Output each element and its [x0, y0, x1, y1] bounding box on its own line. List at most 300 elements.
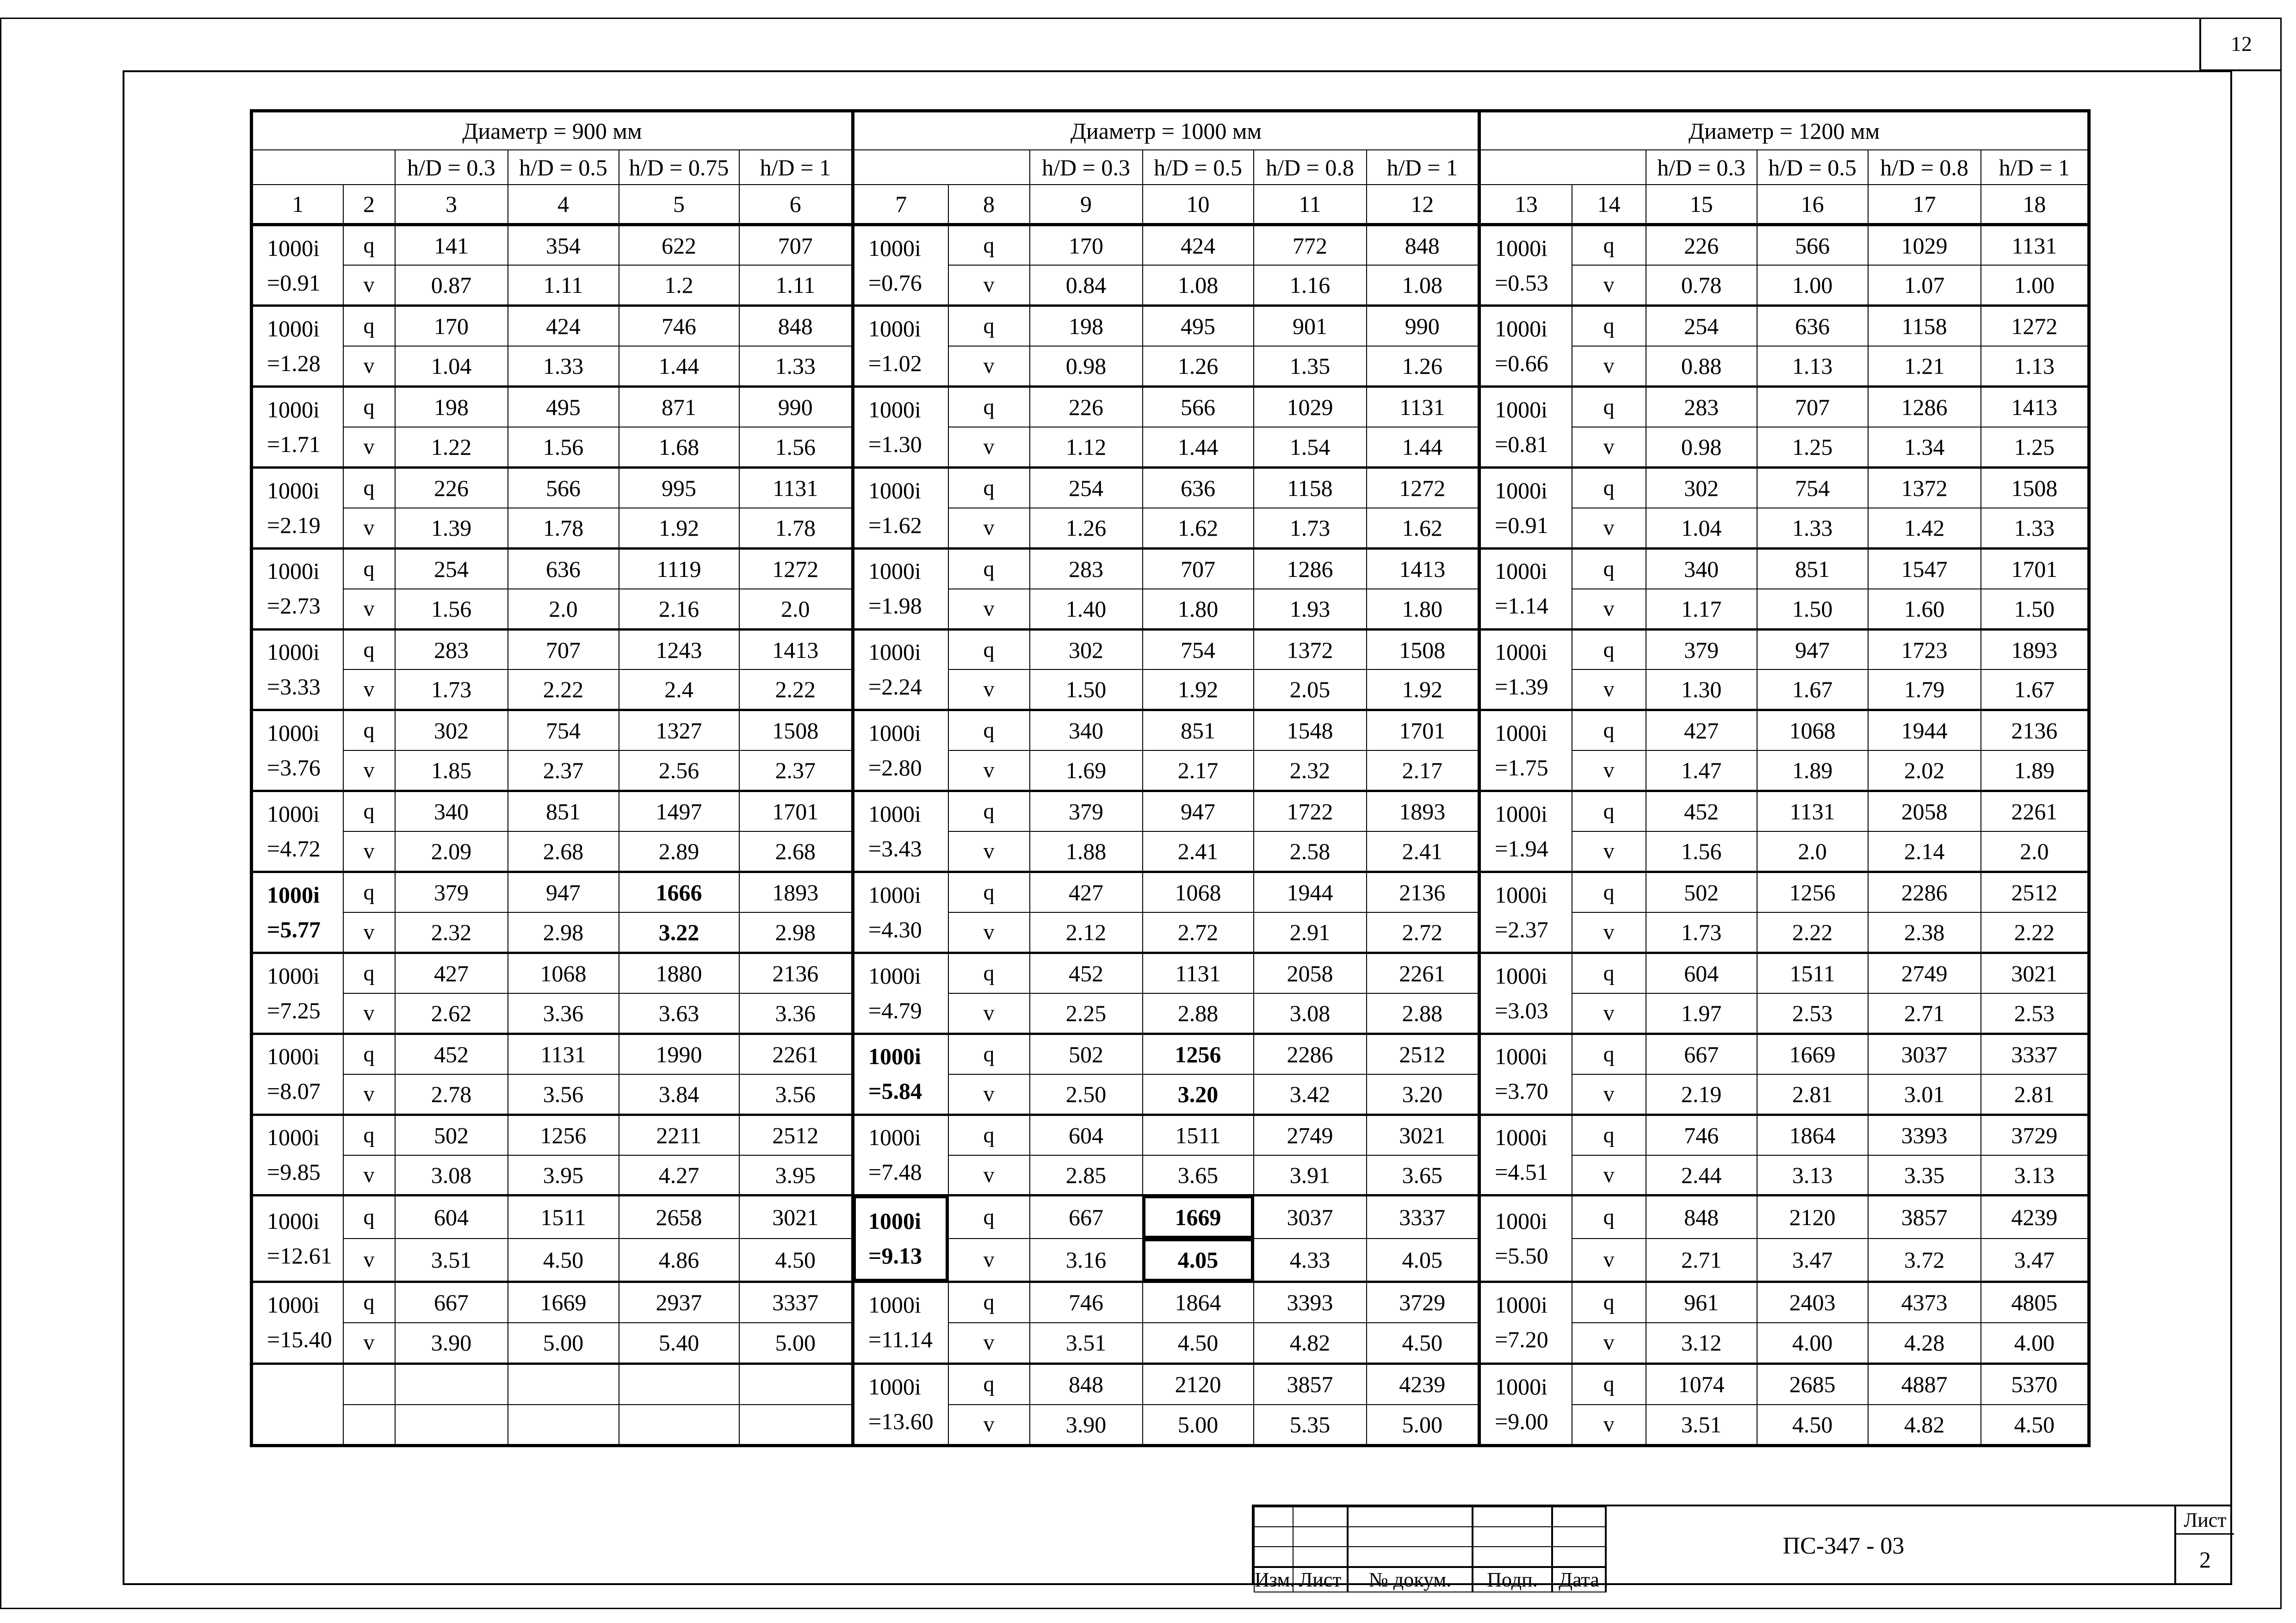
flow-value: 1272: [1367, 467, 1479, 508]
slope-label: [252, 953, 343, 1034]
flow-symbol: q: [1572, 387, 1646, 427]
column-number: 8: [948, 185, 1030, 225]
slope-label: [1479, 467, 1572, 548]
velocity-value: 2.32: [395, 912, 508, 953]
flow-value: 1256: [508, 1115, 619, 1155]
flow-value: 254: [395, 548, 508, 588]
velocity-symbol: v: [343, 508, 395, 548]
flow-value: 1511: [508, 1196, 619, 1239]
flow-value: 1508: [739, 710, 853, 750]
velocity-value: 1.47: [1646, 750, 1757, 791]
flow-value: 141: [395, 225, 508, 265]
flow-value: 667: [1646, 1034, 1757, 1074]
velocity-value: 3.84: [619, 1074, 739, 1115]
flow-value: 2211: [619, 1115, 739, 1155]
velocity-value: 0.78: [1646, 265, 1757, 305]
flow-symbol: q: [948, 1363, 1030, 1405]
velocity-value: 1.13: [1981, 346, 2089, 386]
slope-label: [1479, 710, 1572, 791]
flow-value: 1243: [619, 629, 739, 669]
flow-value: 1944: [1254, 872, 1367, 912]
slope-label: [252, 1034, 343, 1115]
velocity-value: 2.19: [1646, 1074, 1757, 1115]
flow-value: 1864: [1757, 1115, 1868, 1155]
group-title: Диаметр = 900 мм: [252, 111, 853, 150]
flow-value: 1413: [1367, 548, 1479, 588]
velocity-value: 2.62: [395, 993, 508, 1034]
velocity-value: 3.47: [1757, 1239, 1868, 1282]
velocity-value: 4.50: [1757, 1405, 1868, 1446]
flow-value: 427: [1646, 710, 1757, 750]
hd-blank: [252, 150, 395, 185]
flow-value: 995: [619, 467, 739, 508]
flow-value: 3021: [1367, 1115, 1479, 1155]
column-number: 5: [619, 185, 739, 225]
document-code: ПС-347 - 03: [1782, 1532, 1905, 1559]
flow-value: 636: [508, 548, 619, 588]
velocity-value: 0.88: [1646, 346, 1757, 386]
flow-value: 947: [1143, 791, 1254, 831]
velocity-value: 3.90: [1030, 1405, 1143, 1446]
flow-symbol: q: [1572, 548, 1646, 588]
flow-value: 4887: [1868, 1363, 1981, 1405]
velocity-value: 1.50: [1030, 669, 1143, 710]
velocity-symbol: v: [343, 1074, 395, 1115]
flow-value: 851: [1143, 710, 1254, 750]
slope-prefix: 1000i: [868, 962, 921, 989]
velocity-value: 1.44: [1143, 427, 1254, 467]
flow-value: 754: [508, 710, 619, 750]
hd-label: h/D = 0.75: [619, 150, 739, 185]
velocity-value: 4.82: [1868, 1405, 1981, 1446]
column-number: 10: [1143, 185, 1254, 225]
slope-prefix: 1000i: [267, 235, 320, 261]
velocity-value: 2.32: [1254, 750, 1367, 791]
slope-prefix: 1000i: [1495, 315, 1547, 341]
velocity-symbol: v: [1572, 993, 1646, 1034]
flow-symbol: q: [1572, 1196, 1646, 1239]
velocity-value: 1.08: [1143, 265, 1254, 305]
velocity-value: 2.58: [1254, 831, 1367, 872]
slope-label: [252, 548, 343, 629]
velocity-value: 5.00: [1367, 1405, 1479, 1446]
slope-label: [853, 629, 948, 710]
slope-prefix: 1000i: [1495, 477, 1547, 503]
slope-value: =11.14: [868, 1326, 933, 1353]
slope-label: [252, 629, 343, 710]
slope-label: [1479, 629, 1572, 710]
slope-label: [252, 710, 343, 791]
velocity-symbol: v: [343, 589, 395, 629]
velocity-value: 1.50: [1981, 589, 2089, 629]
velocity-value: 3.65: [1367, 1155, 1479, 1196]
hdr-date: Дата: [1552, 1567, 1606, 1592]
hd-label: h/D = 1: [1981, 150, 2089, 185]
hd-label: h/D = 0.5: [508, 150, 619, 185]
slope-prefix: 1000i: [868, 1292, 921, 1318]
velocity-symbol: v: [343, 669, 395, 710]
velocity-symbol: v: [948, 1323, 1030, 1364]
hydraulic-table: [250, 109, 2091, 1447]
flow-value: 226: [395, 467, 508, 508]
slope-label: [252, 872, 343, 953]
slope-value: =9.85: [267, 1159, 321, 1185]
hd-label: h/D = 1: [739, 150, 853, 185]
velocity-value: 4.05: [1143, 1239, 1254, 1282]
flow-value: 198: [1030, 306, 1143, 346]
slope-value: =1.98: [868, 593, 922, 619]
flow-value: 495: [508, 387, 619, 427]
velocity-value: 1.34: [1868, 427, 1981, 467]
slope-value: =9.00: [1495, 1408, 1548, 1435]
velocity-value: 1.68: [619, 427, 739, 467]
velocity-value: 2.05: [1254, 669, 1367, 710]
flow-value: 1131: [1981, 225, 2089, 265]
velocity-value: 1.04: [1646, 508, 1757, 548]
flow-value: 2120: [1757, 1196, 1868, 1239]
velocity-value: 2.41: [1367, 831, 1479, 872]
slope-value: =0.91: [267, 269, 321, 296]
velocity-value: 2.4: [619, 669, 739, 710]
flow-value: 1158: [1868, 306, 1981, 346]
column-number: 17: [1868, 185, 1981, 225]
velocity-value: 1.21: [1868, 346, 1981, 386]
velocity-value: 3.36: [739, 993, 853, 1034]
velocity-value: 3.95: [508, 1155, 619, 1196]
velocity-value: 1.73: [1254, 508, 1367, 548]
flow-value: 746: [1646, 1115, 1757, 1155]
flow-symbol: q: [948, 629, 1030, 669]
velocity-value: 1.2: [619, 265, 739, 305]
flow-value: 2136: [1981, 710, 2089, 750]
slope-label: [853, 710, 948, 791]
flow-value: 990: [739, 387, 853, 427]
velocity-value: 4.28: [1868, 1323, 1981, 1364]
flow-value: 3337: [1981, 1034, 2089, 1074]
velocity-symbol: v: [343, 265, 395, 305]
velocity-value: 3.01: [1868, 1074, 1981, 1115]
flow-value: 2937: [619, 1282, 739, 1323]
flow-symbol: q: [343, 306, 395, 346]
velocity-value: 2.44: [1646, 1155, 1757, 1196]
column-number: 16: [1757, 185, 1868, 225]
slope-value: =5.50: [1495, 1242, 1548, 1269]
velocity-value: 3.20: [1367, 1074, 1479, 1115]
velocity-value: 5.00: [739, 1323, 853, 1364]
velocity-value: 1.80: [1143, 589, 1254, 629]
velocity-value: 1.73: [395, 669, 508, 710]
flow-value: 2512: [1981, 872, 2089, 912]
flow-symbol: q: [948, 225, 1030, 265]
velocity-value: 4.86: [619, 1239, 739, 1282]
velocity-value: 2.0: [508, 589, 619, 629]
flow-value: 1413: [1981, 387, 2089, 427]
flow-value: 707: [1143, 548, 1254, 588]
empty-cell: [508, 1405, 619, 1446]
velocity-value: 2.71: [1868, 993, 1981, 1034]
flow-value: 3021: [739, 1196, 853, 1239]
flow-value: 5370: [1981, 1363, 2089, 1405]
flow-value: 2286: [1868, 872, 1981, 912]
velocity-value: 1.17: [1646, 589, 1757, 629]
flow-value: 2261: [1981, 791, 2089, 831]
velocity-value: 3.12: [1646, 1323, 1757, 1364]
slope-value: =0.53: [1495, 269, 1548, 296]
velocity-value: 1.62: [1367, 508, 1479, 548]
slope-prefix: 1000i: [1495, 1043, 1547, 1070]
flow-symbol: q: [343, 1034, 395, 1074]
velocity-symbol: v: [1572, 750, 1646, 791]
flow-value: 1669: [508, 1282, 619, 1323]
velocity-symbol: v: [1572, 1405, 1646, 1446]
velocity-value: 2.17: [1367, 750, 1479, 791]
flow-value: 1256: [1143, 1034, 1254, 1074]
velocity-value: 5.40: [619, 1323, 739, 1364]
sheet-number: 2: [2199, 1547, 2211, 1573]
hdr-izm: Изм.: [1254, 1567, 1293, 1592]
flow-symbol: q: [343, 953, 395, 993]
velocity-value: 1.80: [1367, 589, 1479, 629]
velocity-value: 5.00: [508, 1323, 619, 1364]
slope-label: [853, 1115, 948, 1196]
flow-value: 254: [1030, 467, 1143, 508]
empty-cell: [739, 1363, 853, 1405]
velocity-value: 4.50: [1143, 1323, 1254, 1364]
slope-label: [853, 872, 948, 953]
flow-value: 566: [508, 467, 619, 508]
flow-symbol: q: [948, 387, 1030, 427]
slope-prefix: 1000i: [1495, 800, 1547, 827]
velocity-value: 2.38: [1868, 912, 1981, 953]
velocity-symbol: v: [948, 427, 1030, 467]
velocity-value: 2.17: [1143, 750, 1254, 791]
slope-prefix: 1000i: [1495, 1374, 1547, 1400]
flow-symbol: q: [1572, 1034, 1646, 1074]
velocity-value: 1.33: [739, 346, 853, 386]
velocity-value: 3.16: [1030, 1239, 1143, 1282]
slope-prefix: 1000i: [267, 800, 320, 827]
velocity-value: 2.53: [1981, 993, 2089, 1034]
flow-value: 2512: [1367, 1034, 1479, 1074]
velocity-value: 4.50: [508, 1239, 619, 1282]
slope-label: [252, 1196, 343, 1282]
flow-symbol: q: [343, 791, 395, 831]
flow-value: 772: [1254, 225, 1367, 265]
slope-prefix: 1000i: [868, 1374, 921, 1400]
slope-prefix: 1000i: [1495, 558, 1547, 584]
velocity-value: 1.78: [508, 508, 619, 548]
flow-value: 340: [395, 791, 508, 831]
flow-value: 424: [1143, 225, 1254, 265]
slope-prefix: 1000i: [267, 962, 320, 989]
velocity-value: 3.47: [1981, 1239, 2089, 1282]
flow-value: 1413: [739, 629, 853, 669]
velocity-value: 1.26: [1367, 346, 1479, 386]
velocity-value: 1.44: [1367, 427, 1479, 467]
velocity-value: 1.56: [395, 589, 508, 629]
flow-value: 302: [395, 710, 508, 750]
hd-blank: [1479, 150, 1646, 185]
flow-symbol: q: [343, 548, 395, 588]
slope-prefix: 1000i: [868, 1043, 921, 1070]
slope-value: =7.48: [868, 1159, 922, 1185]
velocity-symbol: v: [948, 346, 1030, 386]
velocity-value: 2.22: [1981, 912, 2089, 953]
flow-value: 604: [1030, 1115, 1143, 1155]
velocity-symbol: v: [948, 750, 1030, 791]
slope-label: [853, 1363, 948, 1445]
flow-value: 1286: [1254, 548, 1367, 588]
velocity-value: 3.08: [1254, 993, 1367, 1034]
hd-label: h/D = 0.3: [1646, 150, 1757, 185]
flow-value: 707: [739, 225, 853, 265]
flow-symbol: q: [948, 1115, 1030, 1155]
slope-value: =1.71: [267, 431, 321, 457]
flow-value: 4239: [1981, 1196, 2089, 1239]
velocity-value: 1.26: [1143, 346, 1254, 386]
flow-symbol: q: [1572, 953, 1646, 993]
flow-value: 2658: [619, 1196, 739, 1239]
velocity-value: 2.72: [1143, 912, 1254, 953]
velocity-symbol: v: [343, 1239, 395, 1282]
velocity-value: 1.89: [1981, 750, 2089, 791]
column-number: 18: [1981, 185, 2089, 225]
flow-value: 901: [1254, 306, 1367, 346]
velocity-value: 0.87: [395, 265, 508, 305]
slope-prefix: 1000i: [1495, 881, 1547, 908]
velocity-value: 2.50: [1030, 1074, 1143, 1115]
flow-value: 3393: [1254, 1282, 1367, 1323]
revision-grid: [1254, 1506, 1607, 1592]
slope-value: =1.62: [868, 512, 922, 538]
column-number: 1: [252, 185, 343, 225]
slope-prefix: 1000i: [267, 315, 320, 341]
slope-prefix: 1000i: [868, 477, 921, 503]
slope-prefix: 1000i: [1495, 720, 1547, 746]
hdr-doc-no: № докум.: [1348, 1567, 1473, 1592]
slope-value: =3.03: [1495, 997, 1548, 1023]
velocity-value: 1.88: [1030, 831, 1143, 872]
group-title: Диаметр = 1200 мм: [1479, 111, 2089, 150]
slope-value: =1.14: [1495, 593, 1548, 619]
slope-label: [853, 225, 948, 306]
velocity-symbol: v: [1572, 1239, 1646, 1282]
velocity-value: 2.37: [739, 750, 853, 791]
velocity-value: 1.62: [1143, 508, 1254, 548]
flow-value: 2685: [1757, 1363, 1868, 1405]
flow-value: 354: [508, 225, 619, 265]
flow-value: 1990: [619, 1034, 739, 1074]
slope-value: =3.33: [267, 674, 321, 700]
velocity-value: 3.42: [1254, 1074, 1367, 1115]
velocity-value: 1.13: [1757, 346, 1868, 386]
column-number: 3: [395, 185, 508, 225]
velocity-symbol: v: [1572, 1155, 1646, 1196]
velocity-value: 1.92: [619, 508, 739, 548]
velocity-value: 2.81: [1981, 1074, 2089, 1115]
flow-symbol: q: [343, 1282, 395, 1323]
velocity-symbol: v: [1572, 265, 1646, 305]
velocity-value: 2.25: [1030, 993, 1143, 1034]
velocity-value: 4.00: [1981, 1323, 2089, 1364]
hd-label: h/D = 0.3: [1030, 150, 1143, 185]
flow-value: 636: [1143, 467, 1254, 508]
slope-prefix: 1000i: [267, 477, 320, 503]
velocity-symbol: v: [343, 912, 395, 953]
flow-symbol: q: [343, 629, 395, 669]
velocity-symbol: v: [1572, 346, 1646, 386]
velocity-value: 3.22: [619, 912, 739, 953]
flow-value: 3729: [1981, 1115, 2089, 1155]
slope-label: [252, 306, 343, 387]
slope-value: =2.73: [267, 593, 321, 619]
velocity-value: 1.50: [1757, 589, 1868, 629]
slope-value: =3.43: [868, 835, 922, 861]
velocity-value: 1.97: [1646, 993, 1757, 1034]
flow-value: 1880: [619, 953, 739, 993]
velocity-value: 2.22: [739, 669, 853, 710]
velocity-value: 1.07: [1868, 265, 1981, 305]
flow-symbol: q: [1572, 629, 1646, 669]
flow-value: 1029: [1868, 225, 1981, 265]
slope-value: =9.13: [868, 1242, 922, 1269]
hd-label: h/D = 1: [1367, 150, 1479, 185]
slope-prefix: 1000i: [267, 558, 320, 584]
flow-symbol: q: [948, 872, 1030, 912]
flow-value: 604: [1646, 953, 1757, 993]
velocity-value: 1.85: [395, 750, 508, 791]
velocity-value: 2.14: [1868, 831, 1981, 872]
slope-label: [1479, 872, 1572, 953]
velocity-value: 2.12: [1030, 912, 1143, 953]
flow-symbol: q: [1572, 1115, 1646, 1155]
velocity-value: 2.09: [395, 831, 508, 872]
velocity-value: 2.91: [1254, 912, 1367, 953]
velocity-value: 3.90: [395, 1323, 508, 1364]
column-number: 7: [853, 185, 948, 225]
slope-label: [853, 1282, 948, 1363]
flow-value: 848: [739, 306, 853, 346]
flow-value: 379: [1646, 629, 1757, 669]
velocity-value: 4.00: [1757, 1323, 1868, 1364]
velocity-value: 1.73: [1646, 912, 1757, 953]
flow-symbol: q: [948, 953, 1030, 993]
flow-symbol: q: [948, 791, 1030, 831]
velocity-value: 1.67: [1757, 669, 1868, 710]
velocity-value: 1.44: [619, 346, 739, 386]
velocity-value: 2.0: [1981, 831, 2089, 872]
velocity-symbol: v: [948, 831, 1030, 872]
sheet-label: Лист: [2176, 1506, 2234, 1535]
slope-value: =7.20: [1495, 1326, 1548, 1353]
flow-value: 2136: [1367, 872, 1479, 912]
empty-cell: [739, 1405, 853, 1446]
slope-label: [252, 387, 343, 468]
velocity-value: 1.60: [1868, 589, 1981, 629]
flow-value: 1893: [1367, 791, 1479, 831]
velocity-value: 2.88: [1367, 993, 1479, 1034]
velocity-value: 3.65: [1143, 1155, 1254, 1196]
velocity-symbol: v: [1572, 912, 1646, 953]
flow-value: 1131: [1143, 953, 1254, 993]
empty-cell: [395, 1405, 508, 1446]
slope-label: [1479, 953, 1572, 1034]
velocity-symbol: v: [1572, 589, 1646, 629]
flow-value: 283: [1646, 387, 1757, 427]
velocity-value: 2.22: [508, 669, 619, 710]
slope-label: [1479, 1034, 1572, 1115]
flow-value: 1548: [1254, 710, 1367, 750]
